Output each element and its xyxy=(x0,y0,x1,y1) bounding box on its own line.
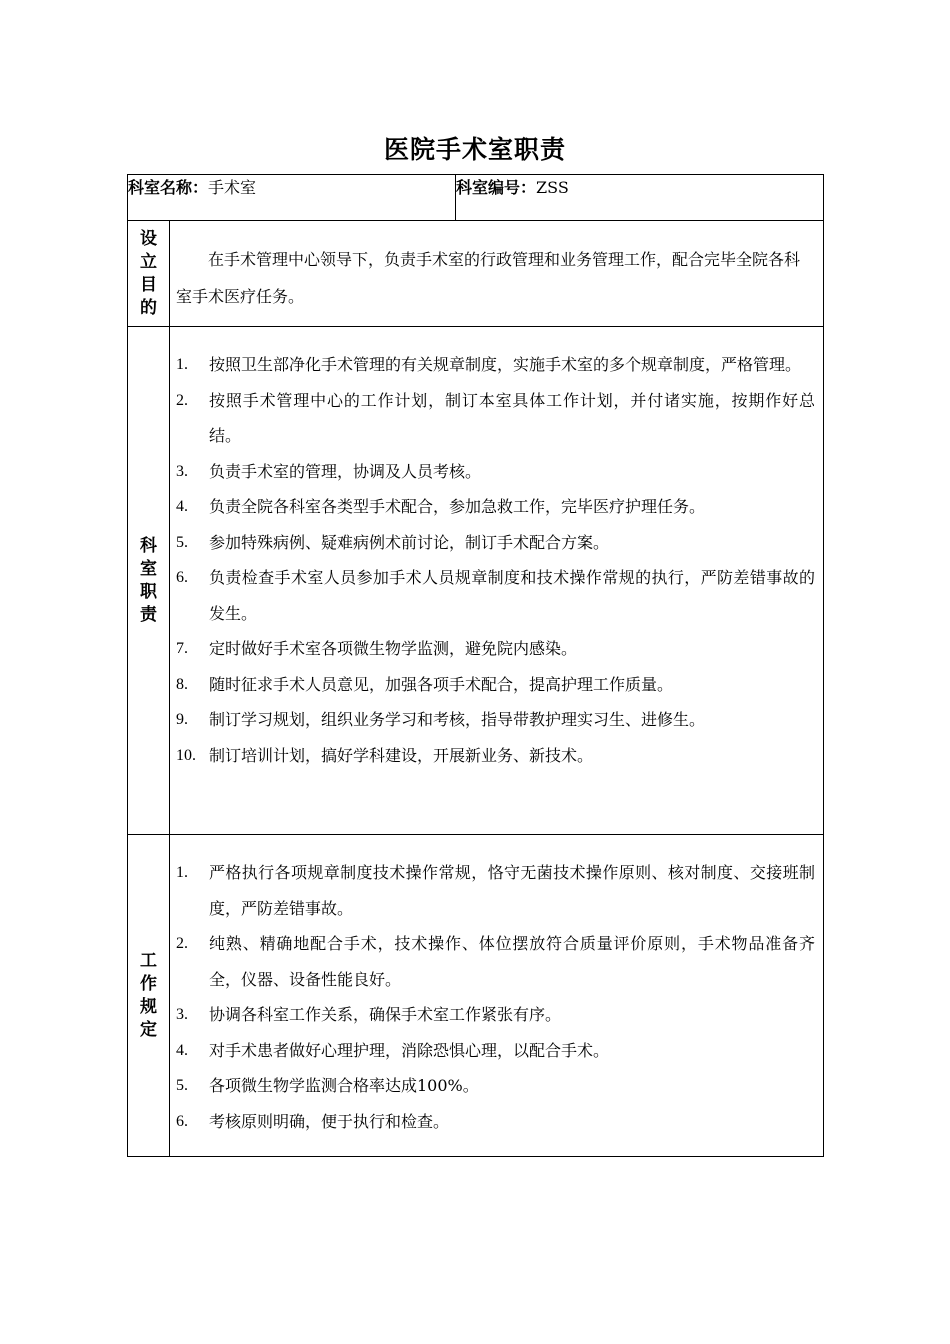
list-item xyxy=(176,667,815,703)
item-text: 严格执行各项规章制度技术操作常规，恪守无菌技术操作原则、核对制度、交接班制度，严防差错事故。 xyxy=(209,863,815,918)
label-char: 作 xyxy=(140,973,157,994)
list-item xyxy=(176,997,815,1033)
item-text: 负责检查手术室人员参加手术人员规章制度和技术操作常规的执行，严防差错事故的发生。 xyxy=(209,568,815,623)
list-item xyxy=(176,525,815,561)
item-number: 1. xyxy=(176,356,188,373)
list-item xyxy=(176,926,815,997)
item-number: 7. xyxy=(176,640,188,657)
item-text: 协调各科室工作关系，确保手术室工作紧张有序。 xyxy=(209,1005,562,1024)
label-char: 的 xyxy=(140,297,157,318)
item-number: 8. xyxy=(176,675,188,693)
responsibility-table xyxy=(127,174,824,1157)
item-text: 参加特殊病例、疑难病例术前讨论，制订手术配合方案。 xyxy=(209,532,610,552)
dept-name-label: 科室名称： xyxy=(128,178,209,197)
list-item xyxy=(176,738,815,774)
purpose-text: 在手术管理中心领导下，负责手术室的行政管理和业务管理工作，配合完毕全院各科室手术医疗任务。 xyxy=(170,221,824,327)
duties-label xyxy=(128,327,170,835)
label-char: 职 xyxy=(140,581,157,602)
item-number: 4. xyxy=(176,498,188,515)
item-number: 3. xyxy=(176,1006,188,1023)
dept-code-label: 科室编号： xyxy=(456,178,537,197)
label-char: 定 xyxy=(140,1019,157,1040)
duties-list xyxy=(170,327,824,835)
dept-code-cell xyxy=(456,175,824,221)
item-text: 纯熟、精确地配合手术，技术操作、体位摆放符合质量评价原则，手术物品准备齐全，仪器、设备性能良好。 xyxy=(209,934,815,989)
item-text: 按照卫生部净化手术管理的有关规章制度，实施手术室的多个规章制度，严格管理。 xyxy=(209,355,802,374)
item-text: 考核原则明确，便于执行和检查。 xyxy=(209,1111,450,1131)
list-item xyxy=(176,855,815,926)
item-number: 2. xyxy=(176,391,188,409)
purpose-label xyxy=(128,221,170,327)
item-text: 负责手术室的管理，协调及人员考核。 xyxy=(209,461,482,481)
item-number: 3. xyxy=(176,462,188,480)
item-text: 定时做好手术室各项微生物学监测，避免院内感染。 xyxy=(209,639,578,658)
list-item xyxy=(176,1033,815,1069)
dept-name-value: 手术室 xyxy=(208,178,257,197)
item-number: 5. xyxy=(176,1077,188,1094)
item-text: 随时征求手术人员意见，加强各项手术配合，提高护理工作质量。 xyxy=(209,674,674,694)
page-title: 医院手术室职责 xyxy=(383,135,566,164)
item-text: 负责全院各科室各类型手术配合，参加急救工作，完毕医疗护理任务。 xyxy=(209,497,706,516)
list-item xyxy=(176,347,815,383)
label-char: 规 xyxy=(140,996,157,1017)
purpose-row xyxy=(128,221,824,327)
item-number: 6. xyxy=(176,1112,188,1130)
list-item xyxy=(176,560,815,631)
label-char: 责 xyxy=(140,604,157,625)
list-item xyxy=(176,702,815,738)
rules-row xyxy=(128,835,824,1157)
item-number: 4. xyxy=(176,1041,188,1059)
item-number: 5. xyxy=(176,533,188,551)
item-number: 6. xyxy=(176,569,188,586)
item-text: 按照手术管理中心的工作计划，制订本室具体工作计划，并付诸实施，按期作好总结。 xyxy=(209,390,815,445)
list-item xyxy=(176,1068,815,1104)
item-text: 各项微生物学监测合格率达成100%。 xyxy=(209,1076,479,1095)
label-char: 工 xyxy=(140,950,157,971)
label-char: 目 xyxy=(140,274,157,295)
item-number: 1. xyxy=(176,864,188,881)
label-char: 室 xyxy=(140,558,157,579)
list-item xyxy=(176,631,815,667)
list-item xyxy=(176,454,815,490)
dept-code-value: ZSS xyxy=(536,178,569,197)
label-char: 设 xyxy=(140,228,157,249)
item-number: 10. xyxy=(176,746,196,764)
list-item xyxy=(176,1104,815,1140)
item-number: 9. xyxy=(176,711,188,728)
label-char: 立 xyxy=(140,251,157,272)
item-text: 制订培训计划，搞好学科建设，开展新业务、新技术。 xyxy=(209,745,594,765)
item-text: 对手术患者做好心理护理，消除恐惧心理，以配合手术。 xyxy=(209,1040,610,1060)
header-row xyxy=(128,175,824,221)
list-item xyxy=(176,383,815,454)
label-char: 科 xyxy=(140,535,157,556)
duties-row xyxy=(128,327,824,835)
item-text: 制订学习规划，组织业务学习和考核，指导带教护理实习生、进修生。 xyxy=(209,710,706,729)
dept-name-cell xyxy=(128,175,456,221)
list-item xyxy=(176,489,815,525)
item-number: 2. xyxy=(176,935,188,952)
rules-label xyxy=(128,835,170,1157)
rules-list xyxy=(170,835,824,1157)
